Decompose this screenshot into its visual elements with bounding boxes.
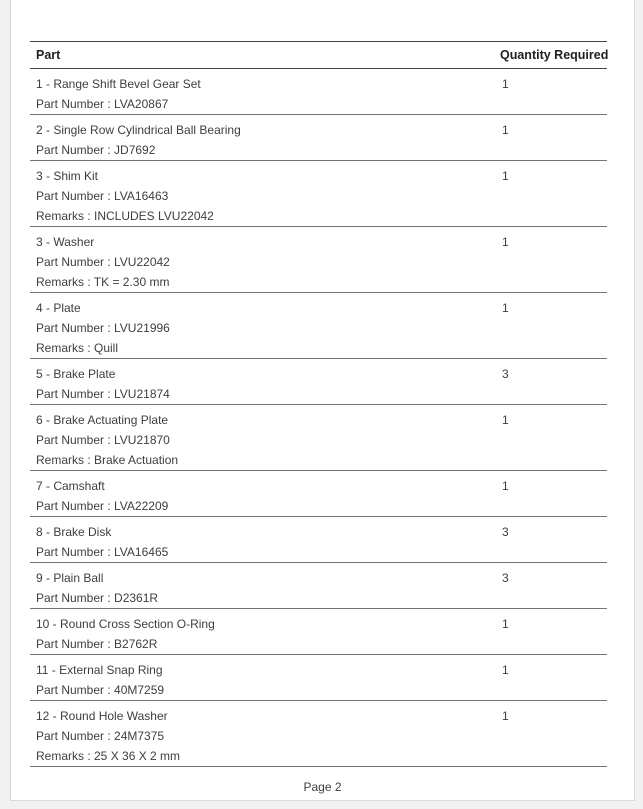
table-row <box>30 701 607 767</box>
table-row <box>30 161 607 227</box>
quantity-value: 1 <box>500 471 607 517</box>
part-title: 10 - Round Cross Section O-Ring <box>36 617 215 631</box>
part-detail-line: Part Number : 40M7259 <box>36 683 165 697</box>
part-title: 8 - Brake Disk <box>36 525 112 539</box>
quantity-value: 3 <box>500 517 607 563</box>
part-cell <box>30 563 500 609</box>
column-header-quantity-required: Quantity Required <box>500 42 607 69</box>
part-cell <box>30 161 500 227</box>
quantity-value: 1 <box>500 161 607 227</box>
part-detail-line: Part Number : JD7692 <box>36 143 156 157</box>
part-title: 4 - Plate <box>36 301 81 315</box>
table-row <box>30 227 607 293</box>
part-detail-line: Part Number : LVA22209 <box>36 499 169 513</box>
part-title: 3 - Shim Kit <box>36 169 99 183</box>
part-title: 5 - Brake Plate <box>36 367 116 381</box>
part-cell <box>30 227 500 293</box>
content-panel <box>10 0 635 801</box>
quantity-value: 3 <box>500 563 607 609</box>
part-title: 3 - Washer <box>36 235 95 249</box>
table-row <box>30 655 607 701</box>
part-detail-line: Part Number : LVU21996 <box>36 321 170 335</box>
part-title: 6 - Brake Actuating Plate <box>36 413 169 427</box>
column-header-part: Part <box>30 42 500 69</box>
quantity-value: 1 <box>500 115 607 161</box>
part-cell <box>30 655 500 701</box>
part-detail-line: Part Number : D2361R <box>36 591 159 605</box>
table-row <box>30 517 607 563</box>
table-row <box>30 359 607 405</box>
part-detail-line: Part Number : B2762R <box>36 637 158 651</box>
part-detail-line: Part Number : LVU21874 <box>36 387 170 401</box>
part-title: 7 - Camshaft <box>36 479 105 493</box>
table-row <box>30 405 607 471</box>
quantity-value: 1 <box>500 293 607 359</box>
table-row <box>30 609 607 655</box>
part-cell <box>30 115 500 161</box>
parts-table <box>30 41 607 767</box>
part-title: 12 - Round Hole Washer <box>36 709 168 723</box>
part-title: 11 - External Snap Ring <box>36 663 163 677</box>
quantity-value: 1 <box>500 69 607 115</box>
part-detail-line: Part Number : LVA16463 <box>36 189 169 203</box>
part-detail-line: Part Number : LVA16465 <box>36 545 169 559</box>
part-title: 9 - Plain Ball <box>36 571 104 585</box>
part-detail-line: Remarks : Brake Actuation <box>36 453 179 467</box>
part-title: 1 - Range Shift Bevel Gear Set <box>36 77 201 91</box>
part-detail-line: Remarks : 25 X 36 X 2 mm <box>36 749 181 763</box>
part-detail-line: Part Number : LVU22042 <box>36 255 170 269</box>
table-row <box>30 293 607 359</box>
part-cell <box>30 293 500 359</box>
part-detail-line: Part Number : LVA20867 <box>36 97 169 111</box>
part-cell <box>30 701 500 767</box>
part-cell <box>30 405 500 471</box>
part-detail-line: Remarks : Quill <box>36 341 119 355</box>
table-row <box>30 115 607 161</box>
part-detail-line: Part Number : LVU21870 <box>36 433 170 447</box>
part-cell <box>30 359 500 405</box>
parts-table-container <box>30 41 607 767</box>
part-detail-line: Remarks : INCLUDES LVU22042 <box>36 209 214 223</box>
part-cell <box>30 609 500 655</box>
quantity-value: 1 <box>500 655 607 701</box>
table-row <box>30 69 607 115</box>
quantity-value: 1 <box>500 701 607 767</box>
part-cell <box>30 471 500 517</box>
part-detail-line: Part Number : 24M7375 <box>36 729 165 743</box>
part-cell <box>30 69 500 115</box>
part-detail-line: Remarks : TK = 2.30 mm <box>36 275 170 289</box>
part-title: 2 - Single Row Cylindrical Ball Bearing <box>36 123 241 137</box>
quantity-value: 1 <box>500 609 607 655</box>
quantity-value: 1 <box>500 405 607 471</box>
part-cell <box>30 517 500 563</box>
page-indicator: Page 2 <box>303 780 342 794</box>
table-header-row <box>30 42 607 69</box>
table-row <box>30 471 607 517</box>
table-row <box>30 563 607 609</box>
quantity-value: 3 <box>500 359 607 405</box>
parts-table-body <box>30 69 607 767</box>
quantity-value: 1 <box>500 227 607 293</box>
